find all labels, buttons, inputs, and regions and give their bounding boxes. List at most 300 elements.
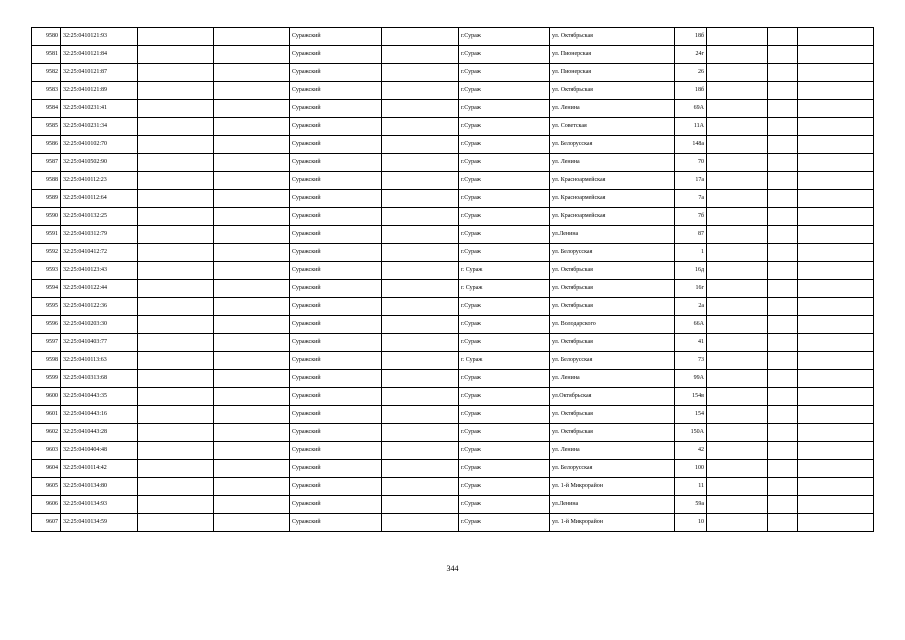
house-number-cell: 2а: [675, 298, 707, 316]
empty-cell: [707, 262, 768, 280]
extra-col-a-cell: [768, 46, 798, 64]
street-cell: ул. Ленина: [550, 100, 675, 118]
table-row: [32, 496, 874, 514]
blank-col-a-cell: [138, 190, 214, 208]
blank-col-a-cell: [138, 370, 214, 388]
extra-col-a-cell: [768, 226, 798, 244]
row-number-cell: 9589: [32, 190, 61, 208]
house-number-cell: 70: [675, 154, 707, 172]
blank-col-c-cell: [382, 424, 459, 442]
blank-col-a-cell: [138, 514, 214, 532]
extra-col-a-cell: [768, 244, 798, 262]
district-cell: Суражский: [290, 208, 382, 226]
blank-col-a-cell: [138, 280, 214, 298]
town-cell: г.Сураж: [459, 442, 550, 460]
house-number-cell: 7б: [675, 208, 707, 226]
blank-col-b-cell: [214, 208, 290, 226]
blank-col-b-cell: [214, 370, 290, 388]
cadastral-number-cell: 32:25:0410121:93: [61, 28, 138, 46]
extra-col-b-cell: [798, 406, 874, 424]
district-cell: Суражский: [290, 172, 382, 190]
house-number-cell: 10: [675, 514, 707, 532]
cadastral-number-cell: 32:25:0410102:70: [61, 136, 138, 154]
empty-cell: [707, 190, 768, 208]
blank-col-c-cell: [382, 478, 459, 496]
street-cell: ул.Ленина: [550, 496, 675, 514]
blank-col-a-cell: [138, 208, 214, 226]
house-number-cell: 11А: [675, 118, 707, 136]
cadastral-number-cell: 32:25:0410231:34: [61, 118, 138, 136]
extra-col-a-cell: [768, 334, 798, 352]
house-number-cell: 1: [675, 244, 707, 262]
district-cell: Суражский: [290, 136, 382, 154]
district-cell: Суражский: [290, 442, 382, 460]
table-row: [32, 478, 874, 496]
house-number-cell: 17а: [675, 172, 707, 190]
cadastral-number-cell: 32:25:0410443:35: [61, 388, 138, 406]
district-cell: Суражский: [290, 460, 382, 478]
row-number-cell: 9587: [32, 154, 61, 172]
extra-col-a-cell: [768, 82, 798, 100]
row-number-cell: 9599: [32, 370, 61, 388]
extra-col-b-cell: [798, 298, 874, 316]
house-number-cell: 16д: [675, 262, 707, 280]
blank-col-b-cell: [214, 406, 290, 424]
extra-col-b-cell: [798, 370, 874, 388]
district-cell: Суражский: [290, 100, 382, 118]
table-row: [32, 334, 874, 352]
cadastral-number-cell: 32:25:0410313:68: [61, 370, 138, 388]
empty-cell: [707, 172, 768, 190]
table-row: [32, 28, 874, 46]
town-cell: г.Сураж: [459, 478, 550, 496]
district-cell: Суражский: [290, 262, 382, 280]
table-row: [32, 352, 874, 370]
blank-col-b-cell: [214, 136, 290, 154]
extra-col-a-cell: [768, 388, 798, 406]
empty-cell: [707, 100, 768, 118]
blank-col-a-cell: [138, 406, 214, 424]
street-cell: ул. Володарского: [550, 316, 675, 334]
district-cell: Суражский: [290, 514, 382, 532]
street-cell: ул. Октябрьская: [550, 262, 675, 280]
empty-cell: [707, 496, 768, 514]
blank-col-a-cell: [138, 262, 214, 280]
street-cell: ул. Октябрьская: [550, 424, 675, 442]
town-cell: г.Сураж: [459, 460, 550, 478]
empty-cell: [707, 442, 768, 460]
cadastral-number-cell: 32:25:0410443:16: [61, 406, 138, 424]
empty-cell: [707, 136, 768, 154]
town-cell: г.Сураж: [459, 136, 550, 154]
street-cell: ул. Белорусская: [550, 136, 675, 154]
town-cell: г.Сураж: [459, 28, 550, 46]
extra-col-a-cell: [768, 100, 798, 118]
row-number-cell: 9597: [32, 334, 61, 352]
table-row: [32, 190, 874, 208]
street-cell: ул. Белорусская: [550, 352, 675, 370]
house-number-cell: 100: [675, 460, 707, 478]
blank-col-c-cell: [382, 280, 459, 298]
house-number-cell: 150А: [675, 424, 707, 442]
blank-col-c-cell: [382, 208, 459, 226]
town-cell: г.Сураж: [459, 190, 550, 208]
blank-col-a-cell: [138, 244, 214, 262]
row-number-cell: 9592: [32, 244, 61, 262]
table-row: [32, 442, 874, 460]
house-number-cell: 87: [675, 226, 707, 244]
empty-cell: [707, 424, 768, 442]
blank-col-b-cell: [214, 226, 290, 244]
blank-col-c-cell: [382, 334, 459, 352]
street-cell: ул. Октябрьская: [550, 280, 675, 298]
house-number-cell: 148а: [675, 136, 707, 154]
blank-col-b-cell: [214, 334, 290, 352]
table-row: [32, 226, 874, 244]
blank-col-c-cell: [382, 82, 459, 100]
blank-col-a-cell: [138, 118, 214, 136]
town-cell: г.Сураж: [459, 46, 550, 64]
house-number-cell: 7а: [675, 190, 707, 208]
table-row: [32, 100, 874, 118]
street-cell: ул. Пионерская: [550, 64, 675, 82]
extra-col-a-cell: [768, 406, 798, 424]
table-row: [32, 82, 874, 100]
empty-cell: [707, 280, 768, 298]
town-cell: г.Сураж: [459, 82, 550, 100]
extra-col-b-cell: [798, 514, 874, 532]
blank-col-b-cell: [214, 496, 290, 514]
cadastral-number-cell: 32:25:0410404:48: [61, 442, 138, 460]
district-cell: Суражский: [290, 190, 382, 208]
street-cell: ул. Октябрьская: [550, 334, 675, 352]
extra-col-a-cell: [768, 28, 798, 46]
extra-col-a-cell: [768, 370, 798, 388]
blank-col-b-cell: [214, 352, 290, 370]
street-cell: ул. Октябрьская: [550, 28, 675, 46]
street-cell: ул. Ленина: [550, 442, 675, 460]
street-cell: ул. 1-й Микрорайон: [550, 514, 675, 532]
extra-col-b-cell: [798, 424, 874, 442]
town-cell: г.Сураж: [459, 154, 550, 172]
district-cell: Суражский: [290, 82, 382, 100]
cadastral-number-cell: 32:25:0410312:79: [61, 226, 138, 244]
district-cell: Суражский: [290, 316, 382, 334]
extra-col-b-cell: [798, 244, 874, 262]
extra-col-b-cell: [798, 136, 874, 154]
blank-col-c-cell: [382, 406, 459, 424]
blank-col-b-cell: [214, 298, 290, 316]
row-number-cell: 9606: [32, 496, 61, 514]
town-cell: г.Сураж: [459, 118, 550, 136]
blank-col-c-cell: [382, 352, 459, 370]
extra-col-b-cell: [798, 190, 874, 208]
district-cell: Суражский: [290, 118, 382, 136]
extra-col-b-cell: [798, 118, 874, 136]
blank-col-b-cell: [214, 100, 290, 118]
town-cell: г.Сураж: [459, 208, 550, 226]
extra-col-a-cell: [768, 298, 798, 316]
cadastral-number-cell: 32:25:0410132:25: [61, 208, 138, 226]
table-row: [32, 262, 874, 280]
table-row: [32, 64, 874, 82]
house-number-cell: 73: [675, 352, 707, 370]
blank-col-c-cell: [382, 298, 459, 316]
town-cell: г.Сураж: [459, 226, 550, 244]
town-cell: г.Сураж: [459, 514, 550, 532]
cadastral-number-cell: 32:25:0410134:80: [61, 478, 138, 496]
blank-col-b-cell: [214, 424, 290, 442]
street-cell: ул. Белорусская: [550, 460, 675, 478]
row-number-cell: 9588: [32, 172, 61, 190]
extra-col-b-cell: [798, 352, 874, 370]
blank-col-a-cell: [138, 334, 214, 352]
extra-col-a-cell: [768, 460, 798, 478]
blank-col-a-cell: [138, 316, 214, 334]
empty-cell: [707, 208, 768, 226]
blank-col-b-cell: [214, 46, 290, 64]
town-cell: г.Сураж: [459, 424, 550, 442]
street-cell: ул. Красноармейская: [550, 172, 675, 190]
blank-col-c-cell: [382, 172, 459, 190]
extra-col-a-cell: [768, 442, 798, 460]
house-number-cell: 18б: [675, 28, 707, 46]
district-cell: Суражский: [290, 478, 382, 496]
blank-col-b-cell: [214, 262, 290, 280]
town-cell: г.Сураж: [459, 316, 550, 334]
extra-col-b-cell: [798, 280, 874, 298]
extra-col-b-cell: [798, 262, 874, 280]
town-cell: г.Сураж: [459, 244, 550, 262]
town-cell: г.Сураж: [459, 370, 550, 388]
blank-col-b-cell: [214, 478, 290, 496]
extra-col-b-cell: [798, 208, 874, 226]
district-cell: Суражский: [290, 370, 382, 388]
blank-col-c-cell: [382, 244, 459, 262]
row-number-cell: 9584: [32, 100, 61, 118]
district-cell: Суражский: [290, 406, 382, 424]
extra-col-b-cell: [798, 460, 874, 478]
empty-cell: [707, 316, 768, 334]
table-row: [32, 406, 874, 424]
blank-col-c-cell: [382, 388, 459, 406]
empty-cell: [707, 370, 768, 388]
blank-col-c-cell: [382, 514, 459, 532]
cadastral-number-cell: 32:25:0410121:84: [61, 46, 138, 64]
extra-col-a-cell: [768, 280, 798, 298]
empty-cell: [707, 478, 768, 496]
house-number-cell: 16г: [675, 280, 707, 298]
cadastral-number-cell: 32:25:0410134:59: [61, 514, 138, 532]
blank-col-b-cell: [214, 28, 290, 46]
empty-cell: [707, 334, 768, 352]
row-number-cell: 9585: [32, 118, 61, 136]
table-row: [32, 514, 874, 532]
row-number-cell: 9598: [32, 352, 61, 370]
cadastral-number-cell: 32:25:0410443:28: [61, 424, 138, 442]
blank-col-c-cell: [382, 442, 459, 460]
cadastral-number-cell: 32:25:0410231:41: [61, 100, 138, 118]
street-cell: ул. Ленина: [550, 370, 675, 388]
street-cell: ул. 1-й Микрорайон: [550, 478, 675, 496]
blank-col-a-cell: [138, 298, 214, 316]
row-number-cell: 9607: [32, 514, 61, 532]
blank-col-a-cell: [138, 172, 214, 190]
blank-col-c-cell: [382, 46, 459, 64]
registry-table: [31, 27, 874, 532]
cadastral-number-cell: 32:25:0410112:23: [61, 172, 138, 190]
row-number-cell: 9602: [32, 424, 61, 442]
blank-col-a-cell: [138, 64, 214, 82]
blank-col-c-cell: [382, 190, 459, 208]
extra-col-a-cell: [768, 496, 798, 514]
blank-col-a-cell: [138, 226, 214, 244]
street-cell: ул. Октябрьская: [550, 82, 675, 100]
extra-col-a-cell: [768, 514, 798, 532]
extra-col-a-cell: [768, 262, 798, 280]
district-cell: Суражский: [290, 496, 382, 514]
table-row: [32, 118, 874, 136]
cadastral-number-cell: 32:25:0410122:36: [61, 298, 138, 316]
table-body: [32, 28, 874, 532]
empty-cell: [707, 352, 768, 370]
table-row: [32, 388, 874, 406]
extra-col-b-cell: [798, 316, 874, 334]
blank-col-b-cell: [214, 118, 290, 136]
extra-col-a-cell: [768, 136, 798, 154]
row-number-cell: 9603: [32, 442, 61, 460]
blank-col-b-cell: [214, 244, 290, 262]
town-cell: г.Сураж: [459, 64, 550, 82]
blank-col-a-cell: [138, 28, 214, 46]
extra-col-b-cell: [798, 334, 874, 352]
cadastral-number-cell: 32:25:0410121:89: [61, 82, 138, 100]
district-cell: Суражский: [290, 154, 382, 172]
town-cell: г. Сураж: [459, 262, 550, 280]
blank-col-a-cell: [138, 460, 214, 478]
blank-col-a-cell: [138, 352, 214, 370]
blank-col-b-cell: [214, 280, 290, 298]
table-row: [32, 154, 874, 172]
extra-col-a-cell: [768, 154, 798, 172]
cadastral-number-cell: 32:25:0410114:42: [61, 460, 138, 478]
empty-cell: [707, 46, 768, 64]
house-number-cell: 69А: [675, 100, 707, 118]
house-number-cell: 42: [675, 442, 707, 460]
street-cell: ул.Ленина: [550, 226, 675, 244]
empty-cell: [707, 28, 768, 46]
blank-col-c-cell: [382, 154, 459, 172]
empty-cell: [707, 64, 768, 82]
blank-col-b-cell: [214, 514, 290, 532]
row-number-cell: 9600: [32, 388, 61, 406]
blank-col-a-cell: [138, 388, 214, 406]
extra-col-b-cell: [798, 172, 874, 190]
extra-col-b-cell: [798, 496, 874, 514]
district-cell: Суражский: [290, 64, 382, 82]
house-number-cell: 99А: [675, 370, 707, 388]
district-cell: Суражский: [290, 280, 382, 298]
extra-col-b-cell: [798, 28, 874, 46]
table-row: [32, 298, 874, 316]
town-cell: г.Сураж: [459, 298, 550, 316]
house-number-cell: 59а: [675, 496, 707, 514]
table-row: [32, 460, 874, 478]
empty-cell: [707, 244, 768, 262]
town-cell: г.Сураж: [459, 172, 550, 190]
district-cell: Суражский: [290, 244, 382, 262]
town-cell: г.Сураж: [459, 100, 550, 118]
district-cell: Суражский: [290, 334, 382, 352]
house-number-cell: 24г: [675, 46, 707, 64]
table-row: [32, 244, 874, 262]
street-cell: ул. Ленина: [550, 154, 675, 172]
town-cell: г.Сураж: [459, 388, 550, 406]
row-number-cell: 9583: [32, 82, 61, 100]
blank-col-c-cell: [382, 136, 459, 154]
extra-col-b-cell: [798, 64, 874, 82]
empty-cell: [707, 406, 768, 424]
extra-col-b-cell: [798, 46, 874, 64]
table-row: [32, 46, 874, 64]
extra-col-b-cell: [798, 388, 874, 406]
row-number-cell: 9582: [32, 64, 61, 82]
blank-col-a-cell: [138, 424, 214, 442]
house-number-cell: 18б: [675, 82, 707, 100]
extra-col-b-cell: [798, 82, 874, 100]
blank-col-b-cell: [214, 460, 290, 478]
street-cell: ул. Советская: [550, 118, 675, 136]
extra-col-a-cell: [768, 64, 798, 82]
empty-cell: [707, 298, 768, 316]
row-number-cell: 9601: [32, 406, 61, 424]
table-row: [32, 172, 874, 190]
town-cell: г.Сураж: [459, 406, 550, 424]
blank-col-a-cell: [138, 496, 214, 514]
blank-col-b-cell: [214, 172, 290, 190]
blank-col-c-cell: [382, 100, 459, 118]
street-cell: ул.Октябрьская: [550, 388, 675, 406]
district-cell: Суражский: [290, 28, 382, 46]
blank-col-b-cell: [214, 190, 290, 208]
street-cell: ул. Октябрьская: [550, 406, 675, 424]
district-cell: Суражский: [290, 298, 382, 316]
extra-col-b-cell: [798, 154, 874, 172]
cadastral-number-cell: 32:25:0410412:72: [61, 244, 138, 262]
row-number-cell: 9586: [32, 136, 61, 154]
cadastral-number-cell: 32:25:0410134:93: [61, 496, 138, 514]
blank-col-c-cell: [382, 28, 459, 46]
table-row: [32, 136, 874, 154]
extra-col-b-cell: [798, 478, 874, 496]
extra-col-a-cell: [768, 424, 798, 442]
house-number-cell: 41: [675, 334, 707, 352]
street-cell: ул. Красноармейская: [550, 190, 675, 208]
blank-col-c-cell: [382, 370, 459, 388]
cadastral-number-cell: 32:25:0410123:43: [61, 262, 138, 280]
page-number: 344: [446, 564, 459, 573]
row-number-cell: 9590: [32, 208, 61, 226]
blank-col-b-cell: [214, 442, 290, 460]
street-cell: ул. Октябрьская: [550, 298, 675, 316]
blank-col-c-cell: [382, 460, 459, 478]
blank-col-a-cell: [138, 136, 214, 154]
cadastral-number-cell: 32:25:0410113:63: [61, 352, 138, 370]
blank-col-c-cell: [382, 118, 459, 136]
extra-col-a-cell: [768, 190, 798, 208]
house-number-cell: 66А: [675, 316, 707, 334]
district-cell: Суражский: [290, 226, 382, 244]
